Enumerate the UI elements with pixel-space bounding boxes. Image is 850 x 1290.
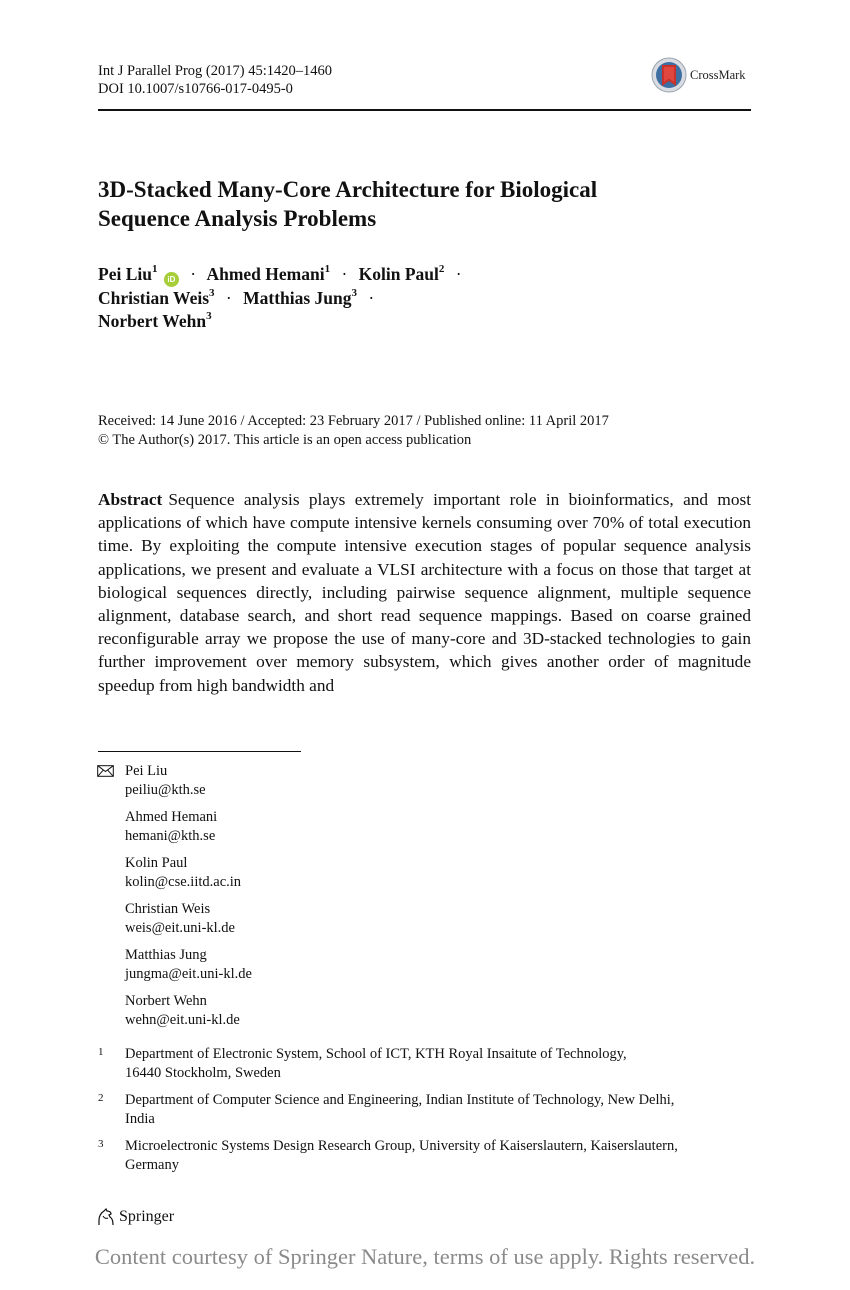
journal-header — [98, 62, 332, 98]
author-separator: · — [190, 264, 197, 284]
affiliation-entry — [98, 1137, 751, 1174]
title-line-2: Sequence Analysis Problems — [98, 206, 377, 231]
courtesy-notice: Content courtesy of Springer Nature, terms of use apply. Rights reserved. — [94, 1244, 756, 1269]
abstract-text: Sequence analysis plays extremely important role in bioinformatics, and most applications of which have compute intensive kernels consuming over 70% of total execution time. By exploiting the compute intensive execution stages of popular sequence analysis applications, we present and evaluate a VLSI architecture with a focus on those that target at biological sequences directly, including pairwise sequence alignment, multiple sequence alignment, database search, and short read sequence mappings. Based on coarse grained reconfigurable array we propose the use of many-core and 3D-stacked technologies to gain further improvement over memory subsystem, which gives another order of magnitude speedup from high bandwidth and — [98, 490, 751, 695]
author-name: Norbert Wehn — [98, 311, 207, 331]
contact-email[interactable]: weis@eit.uni-kl.de — [125, 919, 235, 936]
author-separator: · — [368, 288, 375, 308]
affiliation-line: Microelectronic Systems Design Research Group, University of Kaiserslautern, Kaiserslautern, — [125, 1138, 678, 1154]
history-line: Received: 14 June 2016 / Accepted: 23 February 2017 / Published online: 11 April 2017 — [98, 413, 609, 429]
author-line-3 — [98, 310, 738, 333]
contact-name: Christian Weis — [125, 901, 211, 917]
contact-name: Kolin Paul — [125, 855, 188, 871]
contact-entry — [125, 808, 252, 845]
contact-email[interactable]: kolin@cse.iitd.ac.in — [125, 873, 242, 890]
crossmark-badge[interactable] — [651, 55, 746, 95]
author-name: Pei Liu — [98, 264, 152, 284]
contact-entry — [125, 992, 252, 1029]
contact-name: Matthias Jung — [125, 947, 207, 963]
contact-entry — [125, 854, 252, 891]
affiliation-line: 16440 Stockholm, Sweden — [125, 1064, 281, 1081]
orcid-icon[interactable]: iD — [164, 272, 179, 287]
author-list — [98, 263, 738, 333]
abstract — [98, 488, 751, 697]
author-line-1 — [98, 263, 738, 287]
copyright-line: © The Author(s) 2017. This article is an open access publication — [98, 432, 472, 448]
footnote-rule — [98, 751, 301, 752]
author-name: Matthias Jung — [243, 288, 352, 308]
contact-name: Ahmed Hemani — [125, 809, 218, 825]
author-affiliation-mark: 2 — [438, 263, 445, 276]
contact-name: Pei Liu — [125, 763, 168, 779]
contact-email[interactable]: wehn@eit.uni-kl.de — [125, 1011, 240, 1028]
contact-entry — [125, 946, 252, 983]
envelope-icon — [97, 765, 114, 777]
affiliation-line: India — [125, 1110, 155, 1127]
author-name: Ahmed Hemani — [206, 264, 325, 284]
contact-entry — [125, 762, 252, 799]
title-line-1: 3D-Stacked Many-Core Architecture for Biological — [98, 177, 598, 202]
author-affiliation-mark: 1 — [151, 263, 158, 276]
author-affiliation-mark: 3 — [351, 287, 358, 300]
affiliation-number: 2 — [98, 1092, 104, 1104]
abstract-heading: Abstract — [98, 490, 163, 509]
doi[interactable]: DOI 10.1007/s10766-017-0495-0 — [98, 81, 293, 97]
contact-email[interactable]: hemani@kth.se — [125, 827, 216, 844]
publication-dates — [98, 412, 609, 450]
affiliation-line: Department of Electronic System, School of ICT, KTH Royal Insaitute of Technology, — [125, 1046, 627, 1062]
paper-title — [98, 175, 738, 233]
header-rule — [98, 109, 751, 111]
affiliation-number: 1 — [98, 1046, 104, 1058]
contact-email[interactable]: jungma@eit.uni-kl.de — [125, 965, 252, 982]
author-affiliation-mark: 1 — [324, 263, 331, 276]
springer-horse-icon — [96, 1208, 116, 1226]
contact-entry — [125, 900, 252, 937]
author-name: Christian Weis — [98, 288, 210, 308]
affiliation-line: Department of Computer Science and Engineering, Indian Institute of Technology, New Delhi, — [125, 1092, 675, 1108]
affiliation-entry — [98, 1045, 751, 1082]
contact-list — [125, 762, 252, 1038]
author-affiliation-mark: 3 — [209, 287, 215, 300]
author-name: Kolin Paul — [358, 264, 439, 284]
contact-email[interactable]: peiliu@kth.se — [125, 781, 206, 798]
author-separator: · — [341, 264, 348, 284]
crossmark-label: CrossMark — [690, 67, 746, 82]
author-separator: · — [455, 264, 462, 284]
affiliation-line: Germany — [125, 1156, 179, 1173]
affiliation-number: 3 — [98, 1138, 104, 1150]
author-affiliation-mark: 3 — [206, 310, 212, 323]
affiliation-entry — [98, 1091, 751, 1128]
publisher-logo — [96, 1208, 174, 1226]
publisher-name: Springer — [119, 1208, 175, 1225]
contact-name: Norbert Wehn — [125, 993, 207, 1009]
journal-citation: Int J Parallel Prog (2017) 45:1420–1460 — [98, 63, 332, 79]
author-line-2 — [98, 287, 738, 310]
author-separator: · — [225, 288, 232, 308]
affiliation-list — [98, 1045, 751, 1183]
crossmark-icon — [651, 55, 687, 95]
